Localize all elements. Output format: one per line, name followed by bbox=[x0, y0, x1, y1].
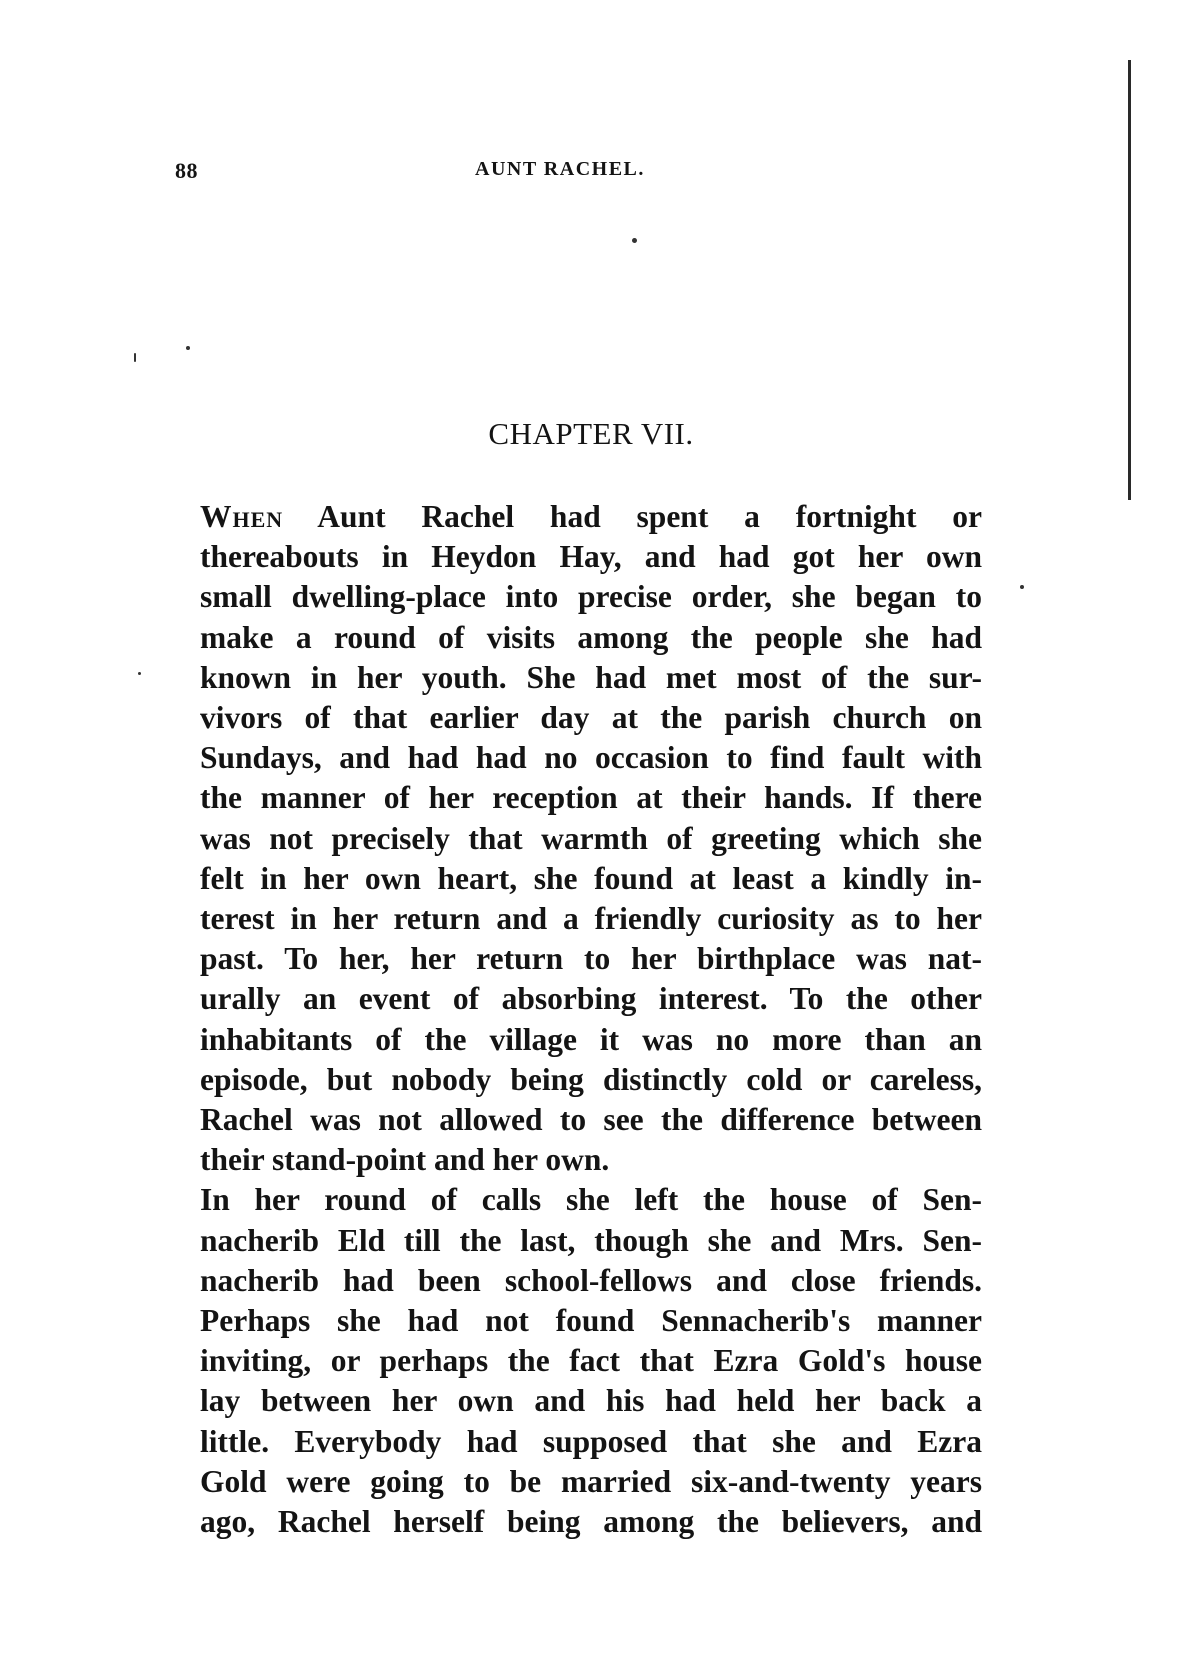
text-line: Sundays, and had had no occasion to find fault with bbox=[200, 740, 982, 776]
text-line: was not precisely that warmth of greeting which she bbox=[200, 820, 982, 856]
scan-edge-line bbox=[1128, 60, 1131, 500]
running-title: AUNT RACHEL. bbox=[475, 158, 645, 180]
running-head bbox=[175, 158, 815, 188]
text-line: lay between her own and his had held her back a bbox=[200, 1383, 982, 1419]
text-line: small dwelling-place into precise order, she began to bbox=[200, 579, 982, 615]
text-line: In her round of calls she left the house of Sen- bbox=[200, 1182, 982, 1218]
text-line: nacherib had been school-fellows and close friends. bbox=[200, 1262, 982, 1298]
text-line: felt in her own heart, she found at least a kindly in- bbox=[200, 860, 982, 896]
text-line: little. Everybody had supposed that she and Ezra bbox=[200, 1423, 982, 1459]
chapter-heading: CHAPTER VII. bbox=[488, 416, 694, 451]
paragraph-1 bbox=[200, 497, 982, 1180]
text-line: terest in her return and a friendly curiosity as to her bbox=[200, 901, 982, 937]
text-line: vivors of that earlier day at the parish church on bbox=[200, 700, 982, 736]
text-line bbox=[200, 497, 982, 537]
scan-speck bbox=[138, 672, 141, 675]
text-line: nacherib Eld till the last, though she and Mrs. Sen- bbox=[200, 1222, 982, 1258]
scan-speck bbox=[134, 353, 136, 362]
drop-word: When bbox=[200, 499, 284, 534]
text-line: known in her youth. She had met most of the sur- bbox=[200, 659, 982, 695]
text-line: Gold were going to be married six-and-twenty years bbox=[200, 1463, 982, 1499]
text-line: past. To her, her return to her birthplace was nat- bbox=[200, 941, 982, 977]
text-line: inhabitants of the village it was no more than an bbox=[200, 1021, 982, 1057]
paragraph-2 bbox=[200, 1180, 982, 1542]
scan-speck bbox=[1020, 585, 1024, 589]
text-line: the manner of her reception at their hands. If there bbox=[200, 780, 982, 816]
text-line: urally an event of absorbing interest. To the other bbox=[200, 981, 982, 1017]
text-line: make a round of visits among the people she had bbox=[200, 619, 982, 655]
text-line: ago, Rachel herself being among the believers, and bbox=[200, 1504, 982, 1540]
text-line-rest: Aunt Rachel had spent a fortnight or bbox=[317, 499, 982, 534]
page-number: 88 bbox=[175, 158, 198, 183]
text-line: inviting, or perhaps the fact that Ezra Gold's house bbox=[200, 1343, 982, 1379]
scan-speck bbox=[632, 238, 637, 243]
text-line: thereabouts in Heydon Hay, and had got her own bbox=[200, 539, 982, 575]
text-line: Rachel was not allowed to see the difference between bbox=[200, 1102, 982, 1138]
text-line: their stand-point and her own. bbox=[200, 1142, 610, 1178]
scan-speck bbox=[186, 346, 190, 350]
body-text bbox=[200, 497, 982, 1542]
text-line: Perhaps she had not found Sennacherib's manner bbox=[200, 1303, 982, 1339]
text-line: episode, but nobody being distinctly cold or careless, bbox=[200, 1061, 982, 1097]
